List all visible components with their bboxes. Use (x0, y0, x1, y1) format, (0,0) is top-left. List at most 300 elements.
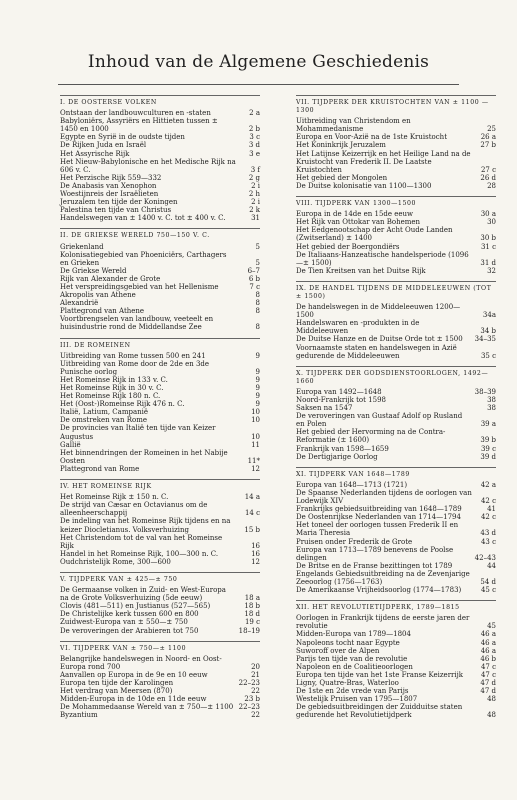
entry-title: Babyloniërs, Assyriërs en Hittieten tussen ± 1450 en 1000 (60, 117, 218, 134)
toc-entry (296, 521, 496, 537)
entry-page: 34a (482, 311, 496, 320)
entry-page: 3 d (248, 141, 260, 150)
entry-page: 42–43 (474, 553, 496, 562)
toc-entry (296, 133, 496, 141)
toc-entry (60, 501, 260, 517)
entry-title: Het binnendringen der Romeinen in het Nabije Oosten (60, 448, 228, 465)
entry-title: De strijd van Cæsar en Octavianus om de alleenheerschappij (60, 501, 208, 518)
toc-entry (60, 627, 260, 635)
entry-title: Italië, Latium, Campanië (60, 408, 149, 417)
toc-entry (60, 493, 260, 501)
entry-page: 22–23 (238, 703, 260, 712)
toc-entry (60, 558, 260, 566)
entry-title: Napoleon en de Coalitieoorlogen (296, 662, 413, 671)
entry-title: Oudchristelijk Rome, 300—600 (60, 557, 171, 566)
toc-entry (60, 703, 260, 711)
toc-entry (60, 117, 260, 133)
entry-title: De Dertigjarige Oorlog (296, 452, 378, 461)
entry-page: 12 (251, 464, 260, 473)
entry-page: 10 (251, 432, 260, 441)
entry-title: De Oostenrijkse Nederlanden van 1714—1794 (296, 513, 461, 522)
entry-page: 12 (251, 557, 260, 566)
toc-entry (60, 182, 260, 190)
entry-title: Europa ten tijde van het 1ste Franse Keizerrijk (296, 670, 464, 679)
toc-entry (296, 639, 496, 647)
entry-title: Uitbreiding van Rome door de 2de en 3de Punische oorlog (60, 359, 210, 376)
entry-title: Westelijk Pruisen van 1795—1807 (296, 695, 418, 704)
entry-page: 9 (255, 351, 260, 360)
entry-page: 9 (255, 367, 260, 376)
section-heading: XII. HET REVOLUTIETIJDPERK, 1789—1815 (296, 600, 496, 612)
entry-page: 42 c (480, 513, 496, 522)
entry-page: 44 (487, 561, 496, 570)
entry-title: Ontstaan der landbouwculturen en -staten (60, 109, 211, 118)
entry-page: 2 h (248, 190, 260, 199)
entry-title: Het Eedgenootschap der Acht Oude Landen (Zwitserland) ± 1400 (296, 226, 453, 243)
entry-title: Het Romeinse Rijk ± 150 n. C. (60, 493, 169, 502)
entry-page: 16 (251, 549, 260, 558)
toc-entry (60, 400, 260, 408)
entry-page: 10 (251, 408, 260, 417)
toc-entry (60, 198, 260, 206)
entry-title: Alexandrië (60, 299, 99, 308)
entry-title: Het (Oost-)Romeinse Rijk 476 n. C. (60, 400, 185, 409)
toc-entry (296, 174, 496, 182)
toc-entry (60, 299, 260, 307)
entry-page: 9 (255, 400, 260, 409)
entry-page: 54 d (480, 577, 496, 586)
entry-page: 41 (487, 505, 496, 514)
entry-title: Palestina ten tijde van Christus (60, 206, 172, 215)
toc-entry (296, 647, 496, 655)
entry-title: Het Romeinse Rijk 180 n. C. (60, 392, 161, 401)
toc-entry (296, 388, 496, 396)
entry-title: Saksen na 1547 (296, 404, 353, 413)
entry-page: 26 a (480, 133, 496, 142)
entry-page: 39 b (480, 436, 496, 445)
title-rule (58, 84, 459, 85)
toc-entry (60, 267, 260, 275)
toc-entry (60, 214, 260, 222)
toc-entry (296, 251, 496, 267)
entry-page: 46 b (480, 654, 496, 663)
toc-entry (296, 344, 496, 360)
toc-entry (296, 396, 496, 404)
toc-entry (60, 190, 260, 198)
entry-page: 14 c (244, 509, 260, 518)
toc-entry (60, 150, 260, 158)
entry-page: 25 (487, 125, 496, 134)
entry-page: 38–39 (474, 387, 496, 396)
entry-title: Plattegrond van Rome (60, 464, 140, 473)
entry-title: De Spaanse Nederlanden tijdens de oorlogen van Lodewijk XIV (296, 488, 472, 506)
entry-title: De Italiaans-Hanzeatische handelsperiode (1096—± 1500) (296, 250, 469, 267)
toc-entry (60, 550, 260, 558)
entry-page: 35 c (480, 351, 496, 360)
entry-title: Europa in de 14de en 15de eeuw (296, 210, 414, 219)
entry-page: 39 d (480, 452, 496, 461)
entry-page: 6–7 (247, 266, 260, 275)
entry-title: De Anabasis van Xenophon (60, 181, 157, 190)
entry-page: 7 c (249, 282, 260, 291)
entry-title: Ligny, Quatre-Bras, Waterloo (296, 679, 399, 687)
toc-entry (60, 711, 260, 719)
entry-page: 11 (251, 440, 260, 449)
toc-entry (60, 679, 260, 687)
entry-title: Voortbrengselen van landbouw, veeteelt en huisindustrie rond de Middellandse Zee (60, 315, 214, 332)
entry-title: Uitbreiding van Christendom en Mohammedanisme (296, 117, 411, 134)
entry-page: 47 d (480, 679, 496, 687)
entry-page: 39 a (480, 420, 496, 429)
entry-title: Frankrijk van 1598—1659 (296, 444, 389, 453)
entry-page: 47 c (480, 662, 496, 671)
toc-entry (296, 630, 496, 638)
entry-page: 48 (487, 711, 496, 720)
entry-title: Europa van 1492—1648 (296, 387, 382, 396)
toc-entry (296, 481, 496, 489)
toc-entry (296, 562, 496, 570)
toc-entry (296, 586, 496, 594)
entry-title: De Mohammedaanse Wereld van ± 750—± 1100 (60, 703, 234, 712)
toc-entry (296, 141, 496, 149)
entry-title: Het verspreidingsgebied van het Hellenisme (60, 282, 219, 291)
entry-page: 30 (487, 218, 496, 227)
entry-title: Noord-Frankrijk tot 1598 (296, 396, 386, 404)
toc-entry (296, 319, 496, 335)
toc-entry (60, 109, 260, 117)
entry-title: De handelswegen in de Middeleeuwen 1200—1500 (296, 303, 461, 320)
entry-title: Oorlogen in Frankrijk tijdens de eerste jaren der revolutie (296, 614, 470, 631)
entry-page: 11* (247, 456, 260, 465)
entry-title: Het Romeinse Rijk in 133 v. C. (60, 375, 168, 384)
entry-title: Akropolis van Athene (60, 291, 136, 300)
toc-entry (296, 703, 496, 719)
toc-entry (60, 360, 260, 376)
entry-page: 34 b (480, 327, 496, 336)
section-heading: VII. TIJDPERK DER KRUISTOCHTEN VAN ± 1100 —1300 (296, 95, 496, 115)
entry-title: De omstreken van Rome (60, 416, 147, 425)
toc-entry (60, 315, 260, 331)
entry-title: Aanvallen op Europa in de 9e en 10 eeuw (60, 670, 208, 679)
entry-title: Voornaamste staten en handelswegen in Azië gedurende de Middeleeuwen (296, 343, 457, 360)
entry-title: Europa en Voor-Azië na de 1ste Kruistocht (296, 133, 448, 142)
toc-entry (296, 695, 496, 703)
toc-entry (296, 655, 496, 663)
toc-entry (296, 303, 496, 319)
toc-entry (60, 517, 260, 533)
entry-title: De Duitse kolonisatie van 1100—1300 (296, 181, 432, 190)
entry-page: 46 a (480, 638, 496, 647)
entry-page: 32 (487, 266, 496, 275)
toc-entry (296, 513, 496, 521)
entry-title: Het verdrag van Meersen (870) (60, 687, 173, 696)
entry-page: 22 (251, 711, 260, 720)
entry-page: 22–23 (238, 679, 260, 687)
toc-entry (296, 489, 496, 505)
toc-entry (296, 671, 496, 679)
section-heading: V. TIJDPERK VAN ± 425—± 750 (60, 572, 260, 584)
entry-page: 14 a (244, 493, 260, 502)
toc-entry (60, 243, 260, 251)
entry-title: Parijs ten tijde van de revolutie (296, 654, 408, 663)
entry-page: 3 e (249, 149, 260, 158)
entry-page: 27 b (480, 141, 496, 150)
entry-title: Handelswegen van ± 1400 v. C. tot ± 400 v. C. (60, 214, 226, 223)
toc-entry (60, 586, 260, 602)
entry-page: 39 c (480, 444, 496, 453)
toc-entry (60, 695, 260, 703)
entry-title: Suworoff over de Alpen (296, 646, 380, 655)
entry-page: 2 b (248, 125, 260, 134)
toc-entry (296, 412, 496, 428)
entry-page: 8 (255, 299, 260, 308)
entry-page: 27 c (480, 165, 496, 174)
entry-title: De Amerikaanse Vrijheidsoorlog (1774—1783) (296, 586, 462, 595)
entry-page: 8 (255, 307, 260, 316)
toc-entry (296, 570, 496, 586)
entry-title: Frankrijks gebiedsuitbreiding van 1648—1789 (296, 505, 462, 514)
toc-entry (296, 150, 496, 174)
toc-entry (60, 392, 260, 400)
toc-entry (296, 267, 496, 275)
entry-page: 42 a (480, 480, 496, 489)
section-heading: I. DE OOSTERSE VOLKEN (60, 95, 260, 107)
toc-entry (60, 291, 260, 299)
entry-title: De indeling van het Romeinse Rijk tijdens en na keizer Diocletianus. Volksverhuizing (60, 517, 231, 534)
entry-page: 45 (487, 622, 496, 631)
entry-title: Het Christendom tot de val van het Romeinse Rijk (60, 533, 223, 550)
entry-page: 38 (487, 404, 496, 413)
toc-entry (60, 534, 260, 550)
toc-entry (296, 546, 496, 562)
toc-entry (296, 505, 496, 513)
entry-title: Kolonisatiegebied van Phoeniciërs, Carthagers en Grieken (60, 250, 227, 267)
toc-entry (296, 335, 496, 343)
entry-page: 28 (487, 181, 496, 190)
entry-page: 6 b (248, 274, 260, 283)
right-column (296, 95, 496, 719)
entry-page: 47 d (480, 687, 496, 696)
entry-page: 31 d (480, 258, 496, 267)
toc-entry (60, 251, 260, 267)
entry-title: Het Nieuw-Babylonische en het Medische Rijk na 606 v. C. (60, 157, 236, 174)
entry-title: Het Rijk van Ottokar van Bohemen (296, 218, 421, 227)
entry-title: Het gebied der Boergondiërs (296, 242, 400, 251)
toc-entry (296, 538, 496, 546)
entry-page: 30 a (480, 210, 496, 219)
entry-page: 31 (251, 214, 260, 223)
entry-title: De Britse en de Franse bezittingen tot 1789 (296, 561, 453, 570)
entry-page: 38 (487, 396, 496, 404)
entry-page: 9 (255, 375, 260, 384)
toc-entry (60, 671, 260, 679)
toc-entry (296, 614, 496, 630)
entry-page: 5 (255, 242, 260, 251)
entry-page: 3 f (250, 165, 260, 174)
toc-entry (296, 453, 496, 461)
section-heading: IX. DE HANDEL TIJDENS DE MIDDELEEUWEN (TOT ± 1500) (296, 281, 496, 301)
entry-title: Jeruzalem ten tijde der Koningen (60, 198, 178, 207)
toc-entry (60, 384, 260, 392)
toc-entry (60, 376, 260, 384)
entry-title: De provincies van Italië ten tijde van Keizer Augustus (60, 424, 216, 441)
entry-page: 34–35 (474, 335, 496, 344)
toc-entry (60, 283, 260, 291)
entry-page: 30 b (480, 234, 496, 243)
entry-page: 9 (255, 384, 260, 392)
entry-title: Byzantium (60, 711, 98, 720)
entry-title: De veroveringen van Gustaaf Adolf op Rusland en Polen (296, 412, 463, 429)
toc-entry (60, 618, 260, 626)
entry-title: Zuidwest-Europa van ± 550—± 750 (60, 618, 188, 627)
entry-title: Het gebied der Hervorming na de Contra-Reformatie (± 1600) (296, 428, 446, 445)
entry-title: De Christelijke kerk tussen 600 en 800 (60, 610, 199, 619)
entry-page: 43 d (480, 529, 496, 538)
entry-page: 18–19 (238, 626, 260, 635)
entry-title: De Rijken Juda en Israël (60, 141, 147, 150)
section-heading: VI. TIJDPERK VAN ± 750—± 1100 (60, 641, 260, 653)
entry-title: De Griekse Wereld (60, 266, 127, 275)
entry-title: Het toneel der oorlogen tussen Frederik II en Maria Theresia (296, 521, 459, 538)
entry-page: 18 b (244, 602, 260, 611)
entry-page: 46 a (480, 630, 496, 639)
section-heading: VIII. TIJDPERK VAN 1300—1500 (296, 196, 496, 208)
entry-page: 47 c (480, 670, 496, 679)
toc-entry (60, 687, 260, 695)
entry-title: Het Perzische Rijk 559—332 (60, 173, 162, 182)
toc-entry (60, 275, 260, 283)
entry-title: Het gebied der Mongolen (296, 173, 388, 182)
entry-title: Midden-Europa in de 10de en 11de eeuw (60, 695, 207, 704)
entry-title: Europa van 1713—1789 benevens de Poolse delingen (296, 545, 454, 562)
entry-page: 45 c (480, 586, 496, 595)
entry-page: 23 b (244, 695, 260, 704)
toc-entry (60, 441, 260, 449)
entry-title: Handelswaren en -produkten in de Middeleeuwen (296, 319, 420, 336)
toc-entry (296, 182, 496, 190)
entry-page: 48 (487, 695, 496, 704)
entry-title: Het Assyrische Rijk (60, 149, 130, 158)
entry-title: Egypte en Syrië in de oudste tijden (60, 133, 185, 142)
entry-title: Handel in het Romeinse Rijk, 100—300 n. C. (60, 549, 219, 558)
toc-entry (60, 602, 260, 610)
toc-entry (296, 404, 496, 412)
toc-entry (296, 226, 496, 242)
entry-page: 8 (255, 291, 260, 300)
entry-title: De 1ste en 2de vrede van Parijs (296, 687, 409, 696)
entry-title: De gebiedsuitbreidingen der Zuidduitse staten gedurende het Revolutietijdperk (296, 703, 463, 720)
toc-entry (296, 117, 496, 133)
toc-entry (60, 610, 260, 618)
toc-entry (60, 424, 260, 440)
section-heading: IV. HET ROMEINSE RIJK (60, 479, 260, 491)
entry-page: 5 (255, 258, 260, 267)
entry-page: 22 (251, 687, 260, 696)
entry-title: Woestijnreis der Israëlieten (60, 190, 159, 199)
entry-page: 2 i (251, 181, 260, 190)
toc-entry (296, 663, 496, 671)
entry-page: 16 (251, 541, 260, 550)
entry-title: De veroveringen der Arabieren tot 750 (60, 626, 199, 635)
entry-title: De Duitse Hanze en de Duitse Orde tot ± 1500 (296, 335, 463, 344)
toc-entry (296, 445, 496, 453)
entry-title: Europa ten tijde der Karolingen (60, 679, 174, 687)
entry-page: 43 c (480, 537, 496, 546)
toc-entry (60, 449, 260, 465)
entry-page: 2 k (249, 206, 260, 215)
entry-page: 2 i (251, 198, 260, 207)
section-heading: III. DE ROMEINEN (60, 338, 260, 350)
entry-title: De Tien Kreitsen van het Duitse Rijk (296, 266, 426, 275)
entry-title: Uitbreiding van Rome tussen 500 en 241 (60, 351, 206, 360)
toc-entry (60, 307, 260, 315)
toc-entry (60, 352, 260, 360)
entry-page: 18 d (244, 610, 260, 619)
entry-title: Het Koninkrijk Jeruzalem (296, 141, 386, 150)
toc-entry (60, 174, 260, 182)
section-heading: II. DE GRIEKSE WERELD 750—150 V. C. (60, 228, 260, 240)
toc-entry (60, 141, 260, 149)
entry-title: Pruisen onder Frederik de Grote (296, 537, 413, 546)
entry-page: 20 (251, 662, 260, 671)
toc-entry (296, 679, 496, 687)
entry-page: 2 g (248, 173, 260, 182)
entry-page: 2 a (249, 109, 260, 118)
toc-entry (296, 210, 496, 218)
entry-page: 18 a (244, 594, 260, 603)
entry-title: Gallië (60, 440, 81, 449)
entry-title: Het Romeinse Rijk in 30 v. C. (60, 384, 164, 392)
entry-title: Clovis (481—511) en Justianus (527—565) (60, 602, 211, 611)
entry-title: Plattegrond van Athene (60, 307, 145, 316)
toc-entry (60, 408, 260, 416)
entry-page: 42 c (480, 497, 496, 506)
toc-entry (60, 465, 260, 473)
page-title: Inhoud van de Algemene Geschiedenis (87, 52, 430, 72)
entry-title: Napoleons tocht naar Egypte (296, 638, 400, 647)
toc-entry (60, 158, 260, 174)
toc-entry (60, 655, 260, 671)
entry-page: 8 (255, 323, 260, 332)
entry-page: 26 d (480, 173, 496, 182)
toc-entry (296, 428, 496, 444)
entry-title: De Germaanse volken in Zuid- en West-Europa na de Grote Volksverhuizing (5de eeuw) (60, 586, 226, 603)
entry-page: 46 a (480, 646, 496, 655)
entry-page: 10 (251, 416, 260, 425)
section-heading: XI. TIJDPERK VAN 1648—1789 (296, 467, 496, 479)
entry-page: 19 c (244, 618, 260, 627)
entry-title: Rijk van Alexander de Grote (60, 274, 161, 283)
entry-title: Belangrijke handelswegen in Noord- en Oost-Europa rond 700 (60, 654, 222, 671)
entry-title: Het Latijnse Keizerrijk en het Heilige Land na de Kruistocht van Frederik II. De Laatste Kruistochten (296, 149, 471, 174)
toc-entry (60, 206, 260, 214)
entry-title: Engelands Gebiedsuitbreiding na de Zevenjarige Zeeoorlog (1756—1763) (296, 569, 470, 586)
entry-page: 21 (251, 670, 260, 679)
left-column (60, 95, 260, 719)
entry-page: 3 c (249, 133, 260, 142)
entry-page: 31 c (480, 242, 496, 251)
toc-entry (60, 133, 260, 141)
toc-entry (296, 218, 496, 226)
entry-page: 15 b (244, 525, 260, 534)
section-heading: X. TIJDPERK DER GODSDIENSTOORLOGEN, 1492—1660 (296, 366, 496, 386)
toc-entry (296, 243, 496, 251)
entry-title: Europa van 1648—1713 (1721) (296, 480, 408, 489)
toc-entry (296, 687, 496, 695)
entry-title: Midden-Europa van 1789—1804 (296, 630, 411, 639)
toc-entry (60, 416, 260, 424)
entry-page: 9 (255, 392, 260, 401)
